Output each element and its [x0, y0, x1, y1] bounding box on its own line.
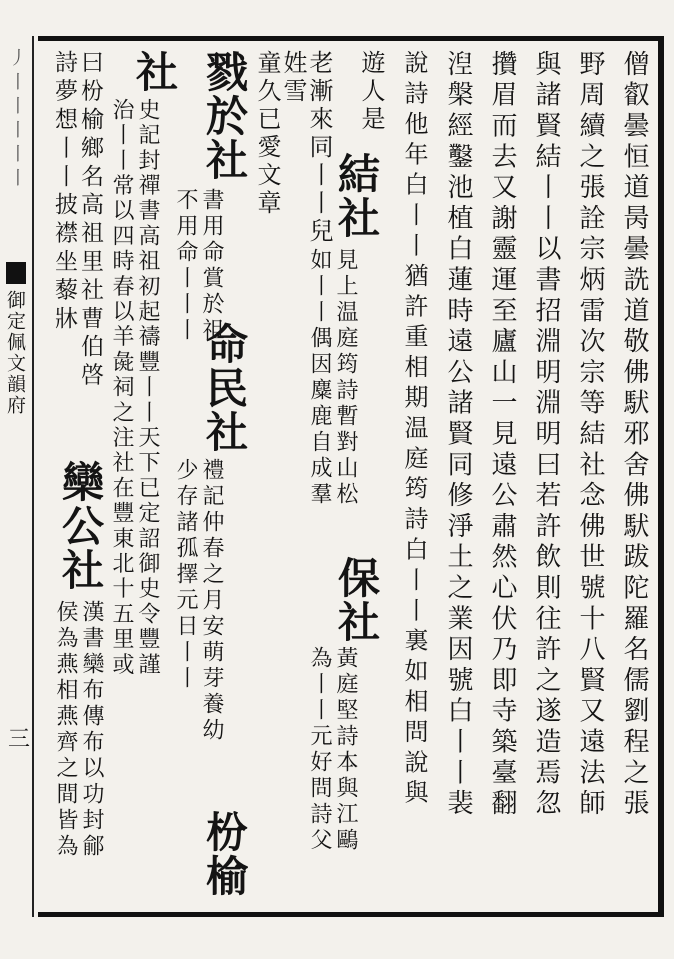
headword-bao-she: 保社: [332, 556, 381, 644]
text-column-5: 湼槃經鑿池植白蓮時遠公諸賢同修淨土之業因號白丨丨裴: [443, 50, 473, 820]
col7-pre-text-b: 姓雪: [279, 50, 307, 106]
annotation-bao-she: [306, 646, 358, 854]
annotation-lu-yu-she-line1: 書用命賞於祖: [199, 188, 224, 344]
annotation-ming-min-she-line2: 少存諸孤擇元日丨丨: [173, 458, 198, 692]
frame-left-rule: [32, 36, 34, 917]
annotation-luan-gong-she-line1: 漢書欒布傳布以功封鄃: [79, 600, 104, 860]
book-title: 御定佩文韻府: [4, 290, 26, 416]
col7-pre-text: 老漸來同丨丨兒: [305, 50, 333, 246]
col7-head-text: 遊人是: [357, 50, 385, 134]
annotation-lu-yu-she-line2: 不用命丨丨丨: [173, 188, 198, 344]
annotation-lu-yu-she: [172, 188, 224, 344]
folio-number: 三: [8, 727, 31, 752]
text-column-1: 僧叡曇恒道昺曇詵道敬佛䭾邪舍佛䭾跋陀羅名儒劉程之張: [619, 50, 649, 820]
headword-she: 社: [130, 50, 179, 94]
annotation-luan-gong-she: [52, 600, 104, 860]
headword-fen-yu: 枌榆: [200, 810, 249, 898]
annotation-jie-she-line2: 如丨丨偶因麋鹿自成羣: [307, 248, 332, 508]
text-column-3: 與諸賢結丨丨以書招淵明淵明曰若許飲則往許之遂造焉忽: [531, 50, 561, 820]
frame-bottom-rule: [38, 912, 664, 917]
col11-text-b: 詩夢想丨丨披襟坐藜牀: [51, 50, 77, 334]
frame-top-rule: [38, 36, 664, 41]
col8-text: 童久已愛文章: [253, 50, 281, 218]
frame-right-rule: [658, 36, 664, 917]
text-column-4: 攢眉而去又謝靈運至廬山一見遠公肅然心伏乃即寺築臺翻: [487, 50, 517, 820]
annotation-she-line1: 史記封禪書高祖初起禱豐丨丨天下已定詔御史令豐謹: [135, 98, 160, 678]
annotation-she-line2: 治丨丨常以四時春以羊彘祠之注社在豐東北十五里或: [109, 98, 134, 678]
text-column-2: 野周續之張詮宗炳雷次宗等結社念佛世號十八賢又遠法師: [575, 50, 605, 820]
headword-luan-gong-she: 欒公社: [56, 460, 105, 592]
annotation-luan-gong-she-line2: 侯為燕相燕齊之間皆為: [53, 600, 78, 860]
text-column-6: 說詩他年白丨丨猶許重相期温庭筠詩白丨丨裏如相問說與: [400, 50, 428, 810]
headword-jie-she: 結社: [332, 152, 381, 240]
annotation-jie-she-line1: 見上温庭筠詩暫對山松: [333, 248, 358, 508]
annotation-ming-min-she: [172, 458, 224, 744]
annotation-ming-min-she-line1: 禮記仲春之月安萌芽養幼: [199, 458, 224, 744]
annotation-she: [108, 98, 160, 678]
annotation-bao-she-line1: 黃庭堅詩本與江鷗: [333, 646, 358, 854]
margin-top-marks: ⼃⼁⼁⼁⼁⼁: [6, 48, 27, 192]
annotation-bao-she-line2: 為丨丨元好問詩父: [307, 646, 332, 854]
col11-text-a: 曰枌榆鄉名高祖里社曹伯啓: [77, 50, 103, 391]
headword-ming-min-she: 命民社: [200, 322, 249, 454]
headword-lu-yu-she: 戮於社: [200, 50, 249, 182]
fishtail-mark-icon: [6, 262, 26, 284]
annotation-jie-she: [306, 248, 358, 508]
